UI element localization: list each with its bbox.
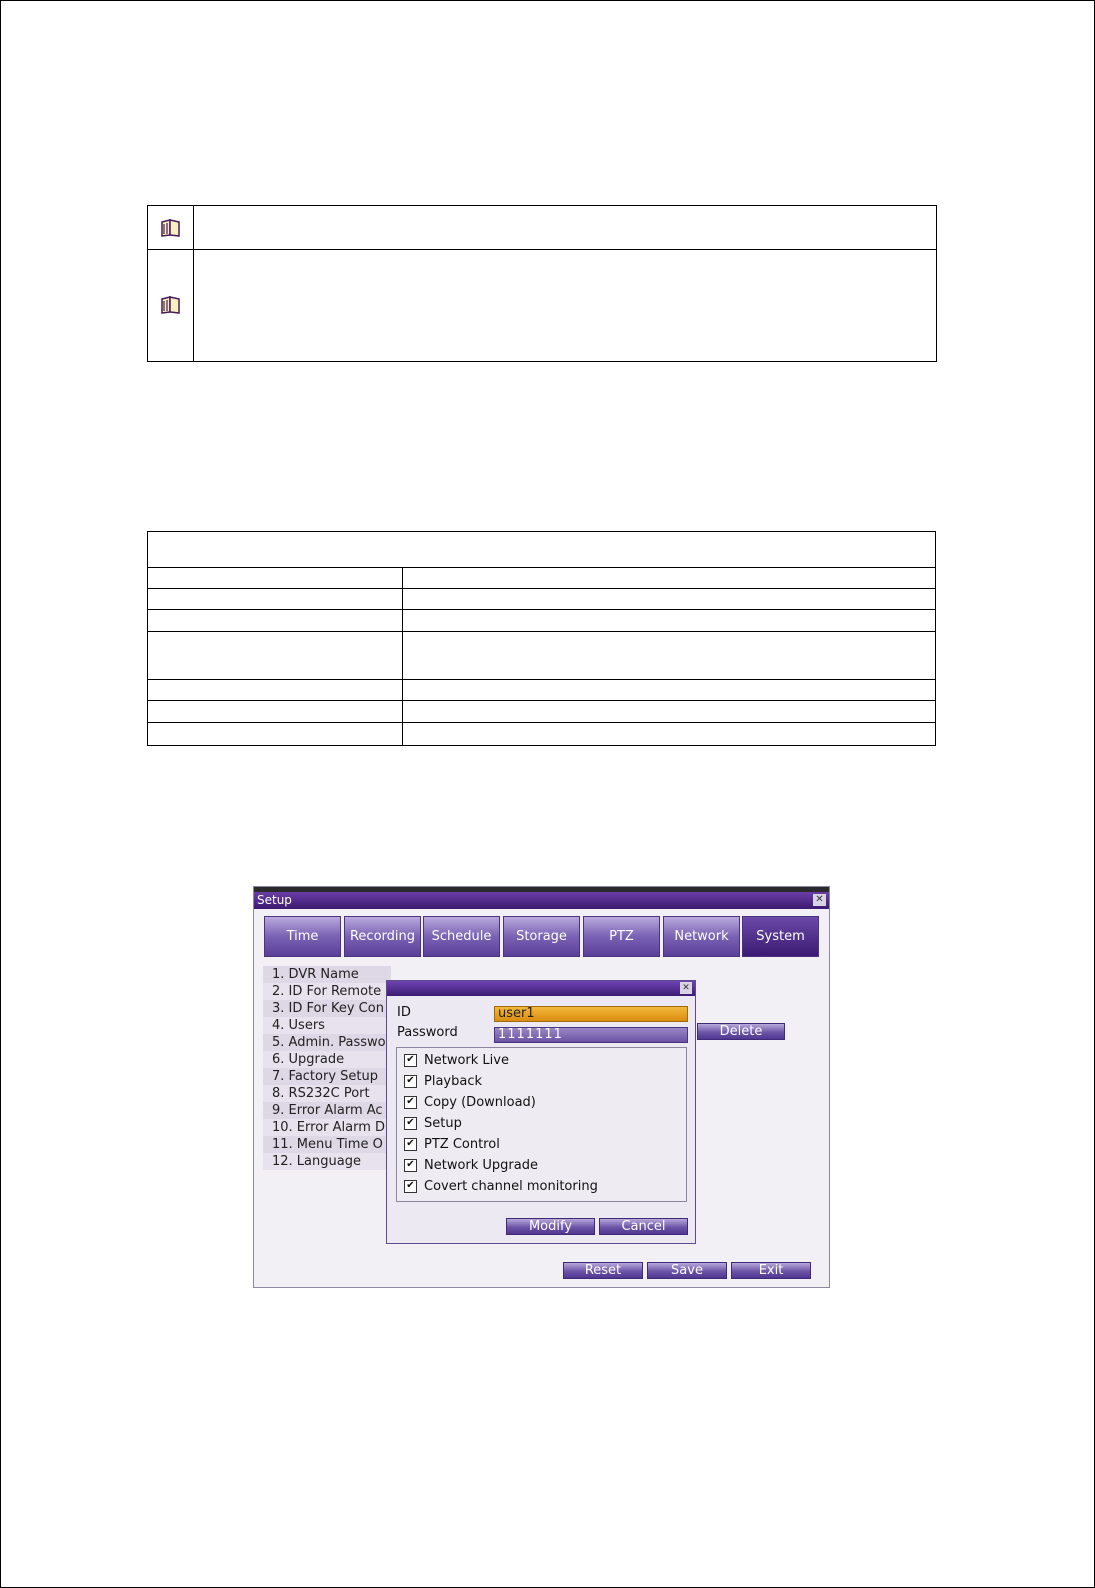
tab-system[interactable]: System [742,916,819,957]
permission-label: Setup [424,1115,462,1131]
permissions-box [396,1047,687,1202]
reset-button[interactable]: Reset [563,1262,643,1279]
note-table [147,205,937,362]
close-icon[interactable]: ✕ [813,894,826,906]
menu-item-error-alarm-action[interactable]: 9. Error Alarm Ac [263,1102,391,1119]
permission-network-upgrade[interactable] [404,1156,538,1174]
table-row [148,722,935,746]
exit-button[interactable]: Exit [731,1262,811,1279]
permission-covert-channel[interactable] [404,1177,598,1195]
tab-ptz[interactable]: PTZ [583,916,660,957]
menu-item-id-remote[interactable]: 2. ID For Remote [263,983,391,1000]
note-icon-cell [148,206,194,249]
permission-setup[interactable] [404,1114,462,1132]
checkbox-checked-icon[interactable]: ✔ [404,1159,417,1172]
tab-schedule[interactable]: Schedule [423,916,500,957]
permission-label: Covert channel monitoring [424,1178,598,1194]
dvr-setup-window [253,886,830,1288]
table-row [148,567,935,589]
permission-label: Copy (Download) [424,1094,536,1110]
tab-recording[interactable]: Recording [344,916,421,957]
checkbox-checked-icon[interactable]: ✔ [404,1075,417,1088]
table-row [148,631,935,680]
permission-playback[interactable] [404,1072,482,1090]
id-field[interactable]: user1 [494,1006,688,1022]
table-row [148,700,935,723]
close-icon[interactable]: ✕ [680,982,692,994]
menu-item-upgrade[interactable]: 6. Upgrade [263,1051,391,1068]
menu-item-language[interactable]: 12. Language [263,1153,391,1170]
note-icon-cell [148,249,194,361]
menu-item-error-alarm-duration[interactable]: 10. Error Alarm D [263,1119,391,1136]
table-row [148,679,935,701]
window-title: Setup [257,893,292,907]
menu-item-dvr-name[interactable]: 1. DVR Name [263,966,391,983]
dialog-title-bar [387,981,695,996]
permission-label: Playback [424,1073,483,1089]
tab-network[interactable]: Network [663,916,740,957]
permission-network-live[interactable] [404,1051,509,1069]
checkbox-checked-icon[interactable]: ✔ [404,1054,417,1067]
permission-label: PTZ Control [424,1136,500,1152]
grid-table [147,531,936,746]
permission-copy-download[interactable] [404,1093,536,1111]
menu-item-rs232c-port[interactable]: 8. RS232C Port [263,1085,391,1102]
user-dialog [386,980,696,1244]
tab-time[interactable]: Time [264,916,341,957]
book-icon [160,218,182,238]
menu-item-factory-setup[interactable]: 7. Factory Setup [263,1068,391,1085]
checkbox-checked-icon[interactable]: ✔ [404,1117,417,1130]
permission-label: Network Upgrade [424,1157,538,1173]
menu-item-users[interactable]: 4. Users [263,1017,391,1034]
checkbox-checked-icon[interactable]: ✔ [404,1138,417,1151]
menu-item-menu-time-out[interactable]: 11. Menu Time O [263,1136,391,1153]
note-row [148,249,936,361]
permission-ptz-control[interactable] [404,1135,500,1153]
id-label: ID [397,1005,411,1020]
menu-item-admin-password[interactable]: 5. Admin. Passwo [263,1034,391,1051]
table-row [148,588,935,610]
delete-button[interactable]: Delete [697,1023,785,1040]
window-body [254,909,829,1287]
book-icon [160,295,182,315]
table-row [148,609,935,632]
save-button[interactable]: Save [647,1262,727,1279]
menu-item-id-key[interactable]: 3. ID For Key Con [263,1000,391,1017]
note-row [148,206,936,250]
tab-storage[interactable]: Storage [503,916,580,957]
permission-label: Network Live [424,1052,509,1068]
password-field[interactable]: 1111111 [494,1027,688,1043]
title-bar [254,892,829,909]
checkbox-checked-icon[interactable]: ✔ [404,1096,417,1109]
checkbox-checked-icon[interactable]: ✔ [404,1180,417,1193]
password-label: Password [397,1025,458,1040]
modify-button[interactable]: Modify [506,1218,595,1235]
cancel-button[interactable]: Cancel [599,1218,688,1235]
